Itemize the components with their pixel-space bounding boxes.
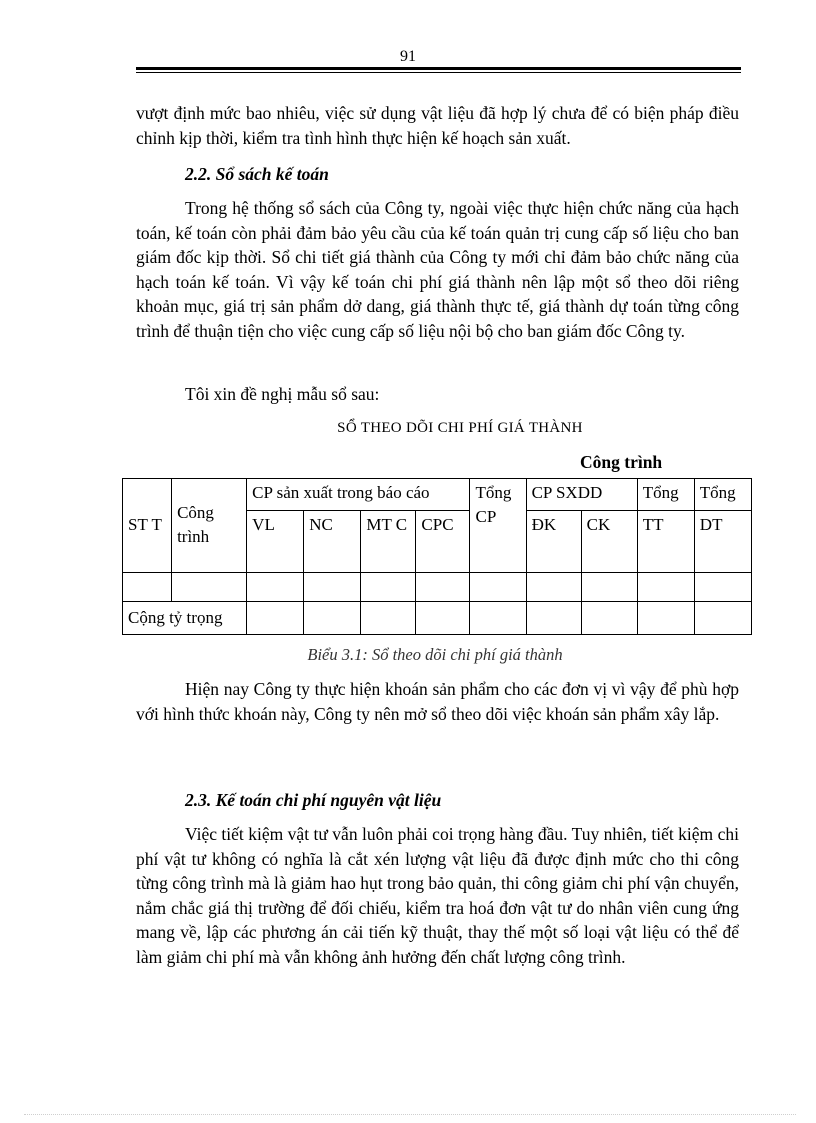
subheader-dk: ĐK: [526, 511, 581, 572]
section-2-2-heading: 2.2. Sổ sách kế toán: [185, 164, 329, 184]
subheader-ck: CK: [581, 511, 637, 572]
subheader-nc: NC: [304, 511, 361, 572]
section-2-3-heading: 2.3. Kế toán chi phí nguyên vật liệu: [185, 790, 442, 810]
subheader-cpc: CPC: [416, 511, 470, 572]
header-tong-dt: Tổng: [694, 479, 751, 511]
section-2-2-paragraph-2: Tôi xin đề nghị mẫu sổ sau:: [185, 384, 380, 404]
subheader-dt: DT: [694, 511, 751, 572]
table-row: [123, 572, 752, 601]
subheader-tt: TT: [637, 511, 694, 572]
subheader-vl: VL: [247, 511, 304, 572]
header-rule-thin: [136, 72, 741, 73]
header-tong-tt: Tổng: [637, 479, 694, 511]
header-tong-cp: Tổng CP: [470, 479, 526, 573]
header-stt: ST T: [123, 479, 172, 573]
table-total-row: [123, 601, 752, 634]
header-cp-san-xuat: CP sản xuất trong báo cáo: [247, 479, 470, 511]
section-2-3-paragraph: Việc tiết kiệm vật tư vẫn luôn phải coi trọng hàng đầu. Tuy nhiên, tiết kiệm chi phí vật tư không có nghĩa là cắt xén lượng vật liệu đã được định mức cho thi công từng công trình mà là giảm hao hụt trong bảo quản, thi công giảm chi phí vận chuyển, nắm chắc giá thị trường để đối chiếu, kiểm tra hoá đơn vật tư do nhân viên cung ứng mang về, lập các phương án cải tiến kỹ thuật, thay thế một số loại vật liệu có thể để làm giảm chi phí mà vẫn không ảnh hưởng đến chất lượng công trình.: [136, 824, 739, 967]
table-title: SỔ THEO DÕI CHI PHÍ GIÁ THÀNH: [337, 420, 583, 436]
footer-dotted-line: [24, 1114, 796, 1115]
intro-paragraph: vượt định mức bao nhiêu, việc sử dụng vật liệu đã hợp lý chưa để có biện pháp điều chỉnh kịp thời, kiểm tra tình hình thực hiện kế hoạch sản xuất.: [136, 103, 739, 148]
cost-ledger-table: [122, 478, 752, 635]
table-subtitle: Công trình: [580, 452, 663, 472]
header-rule-thick: [136, 67, 741, 70]
section-2-2-paragraph-1: Trong hệ thống sổ sách của Công ty, ngoài việc thực hiện chức năng của hạch toán, kế toán còn phải đảm bảo yêu cầu của kế toán quản trị cung cấp số liệu cho ban giám đốc kịp thời. Sổ chi tiết giá thành của Công ty mới chỉ đảm bảo chức năng của hạch toán kế toán. Vì vậy kế toán chi phí giá thành nên lập một sổ theo dõi riêng khoản mục, giá trị sản phẩm dở dang, giá thành thực tế, giá thành dự toán từng công trình để thuận tiện cho việc cung cấp số liệu nội bộ cho ban giám đốc Công ty.: [136, 198, 739, 341]
subheader-mtc: MT C: [361, 511, 416, 572]
header-cp-sxdd: CP SXDD: [526, 479, 637, 511]
page-number: 91: [400, 48, 416, 65]
paragraph-after-table: Hiện nay Công ty thực hiện khoán sản phẩm cho các đơn vị vì vậy để phù hợp với hình thức khoán này, Công ty nên mở sổ theo dõi việc khoán sản phẩm xây lắp.: [136, 679, 739, 724]
header-cong-trinh: Công trình: [172, 479, 247, 573]
total-row-label: Cộng tỷ trọng: [123, 601, 247, 634]
table-caption: Biểu 3.1: Sổ theo dõi chi phí giá thành: [307, 645, 563, 664]
